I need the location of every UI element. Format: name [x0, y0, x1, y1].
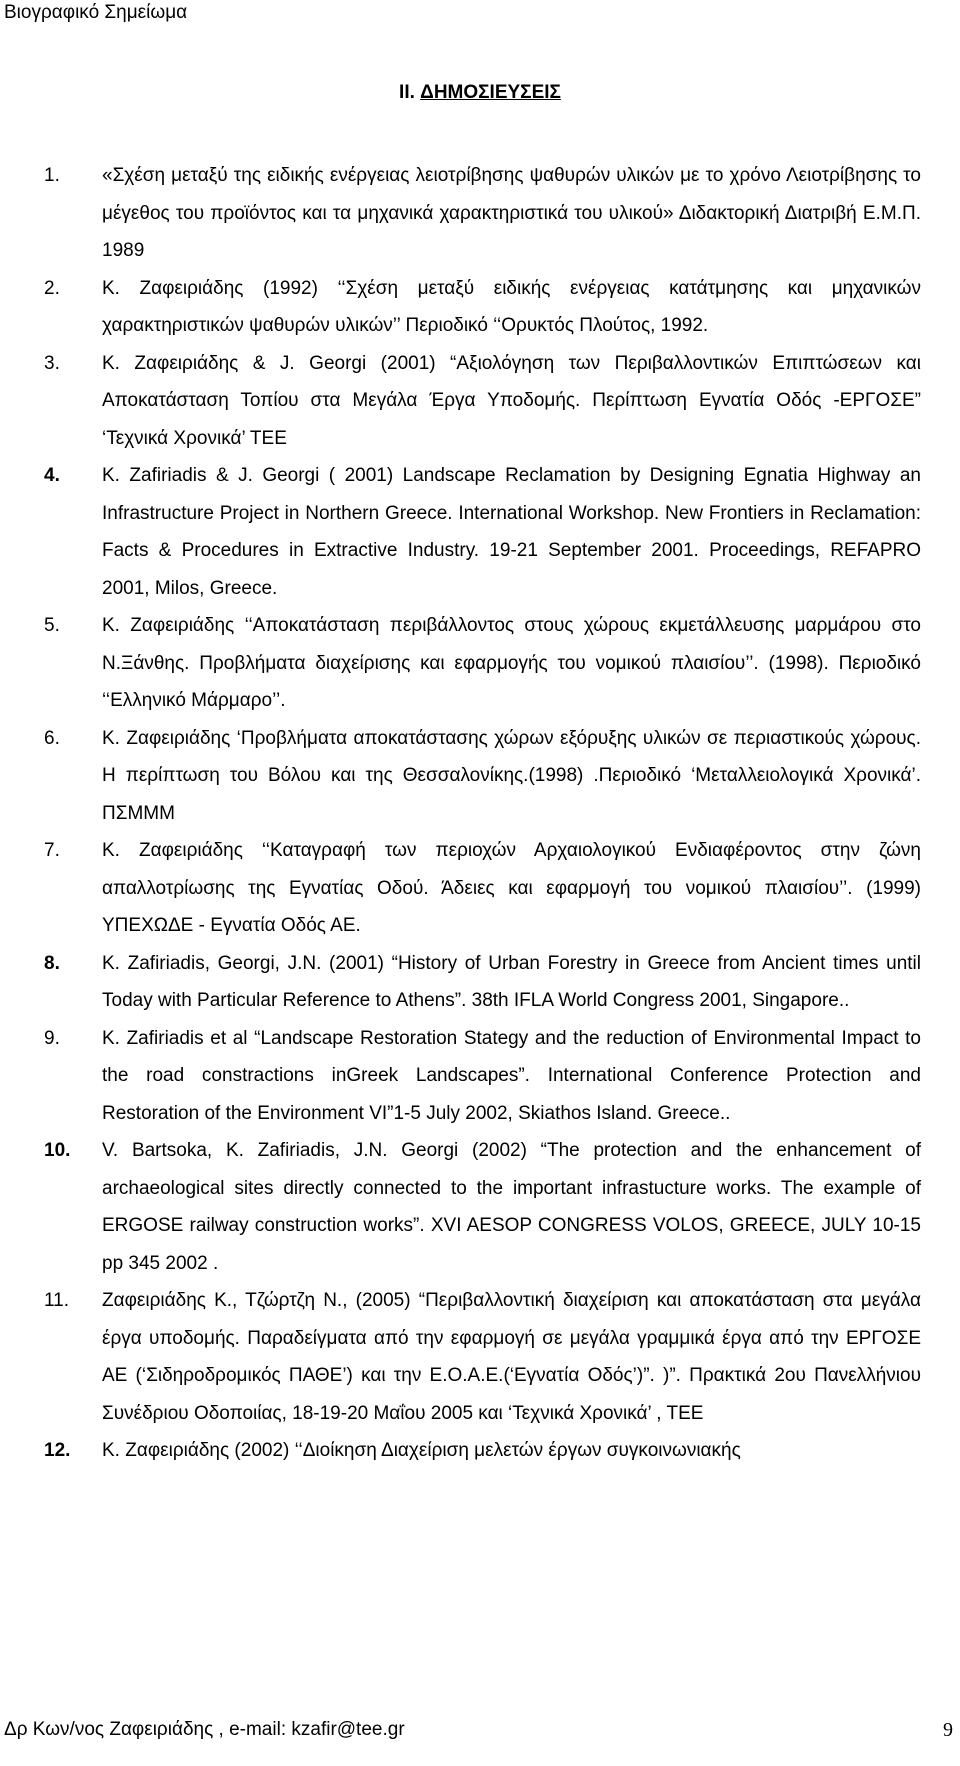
entry-text: K. Zafiriadis, Georgi, J.N. (2001) “History of Urban Forestry in Greece from Ancient times until Today with Particular Reference to Athens”. 38th IFLA World Congress 2001, Singapore..: [102, 952, 921, 1011]
entry-text: Κ. Ζαφειριάδης & J. Georgi (2001) “Αξιολόγηση των Περιβαλλοντικών Επιπτώσεων και Αποκατάσταση Τοπίου στα Μεγάλα Έργα Υποδομής. Περίπτωση Εγνατία Οδός -ΕΡΓΟΣΕ” ‘Τεχνικά Χρονικά’ ΤΕΕ: [102, 352, 921, 449]
entry-text: V. Bartsoka, K. Zafiriadis, J.N. Georgi (2002) “The protection and the enhancement of archaeological sites directly connected to the important infrastucture works. The example of ERGOSE railway construction works”. XVI AESOP CONGRESS VOLOS, GREECE, JULY 10-15 pp 345 2002 .: [102, 1140, 921, 1274]
entry-text: Κ. Ζαφειριάδης ‘Προβλήματα αποκατάστασης χώρων εξόρυξης υλικών σε περιαστικούς χώρους. Η περίπτωση του Βόλου και της Θεσσαλονίκης.(1998) .Περιοδικό ‘Μεταλλειολογικά Χρονικά’. ΠΣΜΜΜ: [102, 727, 921, 824]
publication-list: [44, 157, 921, 1470]
page-header: Βιογραφικό Σημείωμα: [4, 2, 188, 23]
entry-number: 5.: [44, 615, 60, 636]
publication-entry-8: [44, 945, 921, 1020]
entry-number: 9.: [44, 1027, 60, 1049]
entry-text: K. Zafiriadis et al “Landscape Restoration Stategy and the reduction of Environmental Impact to the road constractions inGreek Landscapes”. International Conference Protection and Restoration of the Environment VI”1-5 July 2002, Skiathos Island. Greece..: [102, 1027, 921, 1124]
publication-entry-10: [44, 1132, 921, 1282]
publication-entry-12: [44, 1432, 921, 1470]
entry-number: 4.: [44, 465, 60, 486]
publication-entry-6: [44, 720, 921, 833]
publication-entry-7: [44, 832, 921, 945]
entry-number: 11.: [44, 1290, 70, 1311]
entry-number: 2.: [44, 277, 60, 299]
publication-entry-4: [44, 457, 921, 607]
publication-entry-11: [44, 1282, 921, 1432]
entry-text: Κ. Ζαφειριάδης (2002) ‘‘Διοίκηση Διαχείριση μελετών έργων συγκοινωνιακής: [102, 1440, 741, 1461]
publication-entry-2: [44, 270, 921, 345]
publication-entry-9: [44, 1020, 921, 1133]
publication-entry-1: [44, 157, 921, 270]
section-title: [0, 80, 960, 106]
section-prefix: ΙΙ.: [399, 82, 421, 103]
section-heading: ΔΗΜΟΣΙΕΥΣΕΙΣ: [420, 82, 561, 103]
entry-number: 6.: [44, 727, 60, 749]
footer-author: Δρ Κων/νος Ζαφειριάδης , e-mail: kzafir@tee.gr: [4, 1719, 405, 1740]
entry-text: Κ. Ζαφειριάδης (1992) ‘‘Σχέση μεταξύ ειδικής ενέργειας κατάτμησης και μηχανικών χαρακτηριστικών ψαθυρών υλικών’’ Περιοδικό ‘‘Ορυκτός Πλούτος, 1992.: [102, 277, 921, 336]
entry-text: Ζαφειριάδης Κ., Τζώρτζη Ν., (2005) “Περιβαλλοντική διαχείριση και αποκατάσταση στα μεγάλα έργα υποδομής. Παραδείγματα από την εφαρμογή σε μεγάλα γραμμικά έργα από την ΕΡΓΟΣΕ ΑΕ (‘Σιδηροδρομικός ΠΑΘΕ’) και την Ε.Ο.Α.Ε.(‘Εγνατία Οδός’)”. )”. Πρακτικά 2ου Πανελλήνιου Συνέδριου Οδοποιίας, 18-19-20 Μαΐου 2005 και ‘Τεχνικά Χρονικά’ , ΤΕΕ: [102, 1290, 921, 1424]
entry-number: 7.: [44, 840, 60, 861]
entry-text: «Σχέση μεταξύ της ειδικής ενέργειας λειοτρίβησης ψαθυρών υλικών με το χρόνο Λειοτρίβησης το μέγεθος του προϊόντος και τα μηχανικά χαρακτηριστικά του υλικού» Διδακτορική Διατριβή Ε.Μ.Π. 1989: [102, 165, 921, 261]
publication-entry-3: [44, 345, 921, 458]
entry-text: Κ. Ζαφειριάδης ‘‘Αποκατάσταση περιβάλλοντος στους χώρους εκμετάλλευσης μαρμάρου στο Ν.Ξάνθης. Προβλήματα διαχείρισης και εφαρμογής του νομικού πλαισίου’’. (1998). Περιοδικό ‘‘Ελληνικό Μάρμαρο’’.: [102, 615, 921, 711]
page-number: 9: [943, 1719, 953, 1741]
entry-number: 12.: [44, 1440, 71, 1461]
entry-number: 8.: [44, 952, 60, 974]
entry-number: 10.: [44, 1140, 71, 1161]
entry-text: Κ. Ζαφειριάδης ‘‘Καταγραφή των περιοχών Αρχαιολογικού Ενδιαφέροντος στην ζώνη απαλλοτρίωσης της Εγνατίας Οδού. Άδειες και εφαρμογή του νομικού πλαισίου’’. (1999) ΥΠΕΧΩΔΕ - Εγνατία Οδός ΑΕ.: [102, 840, 921, 936]
page-footer: [4, 1717, 960, 1747]
entry-number: 3.: [44, 352, 60, 374]
entry-number: 1.: [44, 165, 60, 186]
publication-entry-5: [44, 607, 921, 720]
entry-text: K. Zafiriadis & J. Georgi ( 2001) Landscape Reclamation by Designing Egnatia Highway an Infrastructure Project in Northern Greece. International Workshop. New Frontiers in Reclamation: Facts & Procedures in Extractive Industry. 19-21 September 2001. Proceedings, REFAPRO 2001, Milos, Greece.: [102, 465, 921, 599]
